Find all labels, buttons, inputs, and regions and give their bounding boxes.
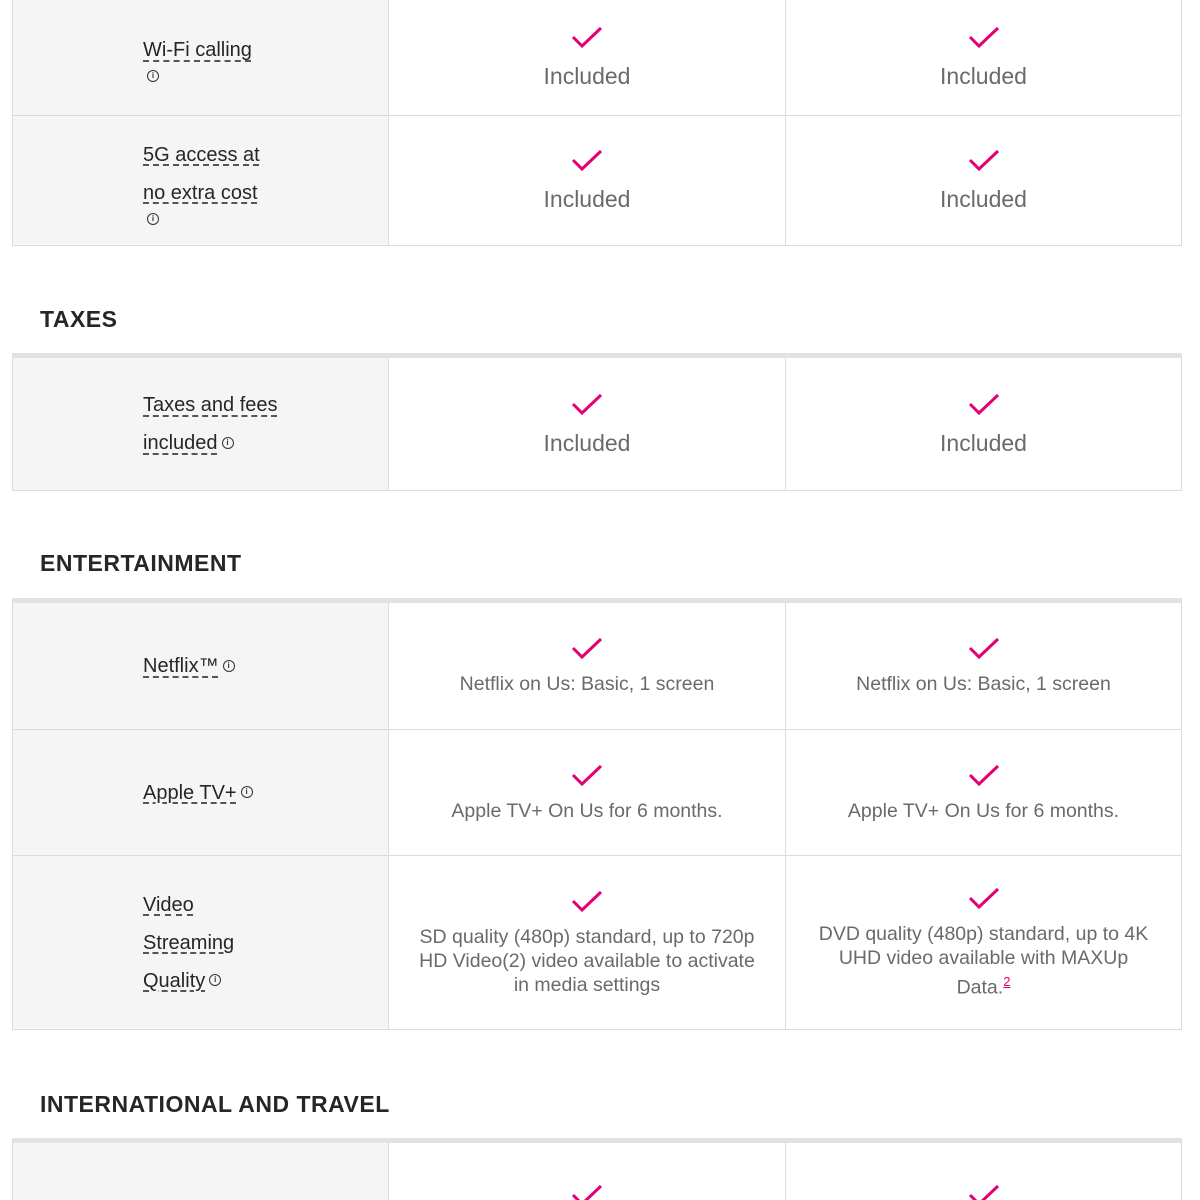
feature-label-cell (13, 1143, 389, 1200)
checkmark-icon (571, 392, 603, 416)
checkmark-icon (968, 1183, 1000, 1200)
video-quality-detail-body: DVD quality (480p) standard, up to 4K UHD video available with MAXUp Data. (818, 922, 1149, 999)
included-text: Included (940, 429, 1027, 456)
section-heading-entertainment: ENTERTAINMENT (40, 550, 242, 576)
feature-label-cell (13, 358, 389, 490)
info-icon[interactable]: i (223, 660, 235, 672)
checkmark-icon (968, 886, 1000, 910)
feature-label (143, 886, 234, 1000)
checkmark-icon (968, 636, 1000, 660)
video-quality-detail-text: SD quality (480p) standard, up to 720p HD Video(2) video available to activate in media settings (419, 925, 755, 996)
plan-2-value-cell (785, 856, 1181, 1029)
plan-1-value-cell (389, 730, 785, 855)
feature-label (143, 774, 253, 812)
info-icon[interactable]: i (147, 213, 159, 225)
info-icon[interactable]: i (222, 437, 234, 449)
info-icon[interactable]: i (209, 974, 221, 986)
checkmark-icon (968, 763, 1000, 787)
table-row-taxes-fees (13, 358, 1181, 491)
checkmark-icon (571, 889, 603, 913)
feature-label-cell (13, 116, 389, 245)
feature-label-cell (13, 730, 389, 855)
taxes-fees-tooltip-link-line-2[interactable]: included (143, 432, 218, 454)
plan-1-value-cell (389, 358, 785, 490)
taxes-fees-tooltip-link[interactable]: Taxes and fees (143, 394, 278, 416)
plan-2-value-cell (785, 730, 1181, 855)
table-row-5g-access (13, 116, 1181, 246)
included-text: Included (543, 186, 631, 212)
video-streaming-tooltip-link-line-3[interactable]: Quality (143, 969, 206, 992)
included-text: Included (543, 429, 631, 456)
section-heading-taxes: TAXES (40, 306, 118, 332)
netflix-detail-text: Netflix on Us: Basic, 1 screen (459, 673, 715, 695)
apple-tv-detail-text: Apple TV+ On Us for 6 months. (451, 799, 723, 822)
included-text: Included (543, 62, 631, 89)
feature-label-cell (13, 603, 389, 729)
checkmark-icon (571, 1183, 603, 1200)
feature-label-cell (13, 0, 389, 115)
network-features-table (12, 0, 1182, 246)
footnote-link[interactable]: 2 (1003, 973, 1011, 989)
plan-1-value-cell (389, 116, 785, 245)
video-streaming-tooltip-link-line-2[interactable]: Streaming (143, 931, 235, 954)
checkmark-icon (968, 392, 1000, 416)
plan-1-value-cell (389, 603, 785, 729)
feature-label (143, 136, 260, 226)
table-row-apple-tv (13, 730, 1181, 856)
netflix-tooltip-link[interactable]: Netflix™ (143, 655, 219, 677)
plan-1-value-cell (389, 856, 785, 1029)
table-row (13, 1143, 1181, 1200)
checkmark-icon (571, 636, 603, 660)
apple-tv-detail-text: Apple TV+ On Us for 6 months. (847, 799, 1120, 822)
plan-2-value-cell (785, 358, 1181, 490)
video-streaming-tooltip-link[interactable]: Video (143, 893, 194, 916)
included-text: Included (940, 186, 1027, 212)
checkmark-icon (571, 25, 603, 49)
feature-label (143, 647, 235, 685)
section-heading-international-travel: INTERNATIONAL AND TRAVEL (40, 1091, 390, 1117)
checkmark-icon (968, 148, 1000, 172)
plan-2-value-cell (785, 0, 1181, 115)
table-row-wifi-calling (13, 0, 1181, 116)
included-text: Included (940, 62, 1027, 89)
feature-label-cell (13, 856, 389, 1029)
checkmark-icon (571, 148, 603, 172)
feature-label (143, 386, 278, 462)
info-icon[interactable]: i (241, 786, 253, 798)
plan-1-value-cell (389, 1143, 785, 1200)
apple-tv-tooltip-link[interactable]: Apple TV+ (143, 781, 237, 804)
international-travel-table (12, 1138, 1182, 1200)
taxes-table (12, 353, 1182, 491)
info-icon[interactable]: i (147, 70, 159, 82)
feature-label (143, 31, 252, 83)
netflix-detail-text: Netflix on Us: Basic, 1 screen (856, 673, 1111, 695)
table-row-video-streaming (13, 856, 1181, 1030)
plan-2-value-cell (785, 603, 1181, 729)
5g-access-tooltip-link[interactable]: 5G access at (143, 143, 260, 166)
checkmark-icon (968, 25, 1000, 49)
entertainment-table (12, 598, 1182, 1030)
wifi-calling-tooltip-link[interactable]: Wi-Fi calling (143, 39, 252, 61)
video-quality-detail-text (786, 922, 1181, 1000)
table-row-netflix (13, 603, 1181, 730)
checkmark-icon (571, 763, 603, 787)
5g-access-tooltip-link-line-2[interactable]: no extra cost (143, 181, 258, 204)
plan-2-value-cell (785, 116, 1181, 245)
plan-2-value-cell (785, 1143, 1181, 1200)
plan-1-value-cell (389, 0, 785, 115)
